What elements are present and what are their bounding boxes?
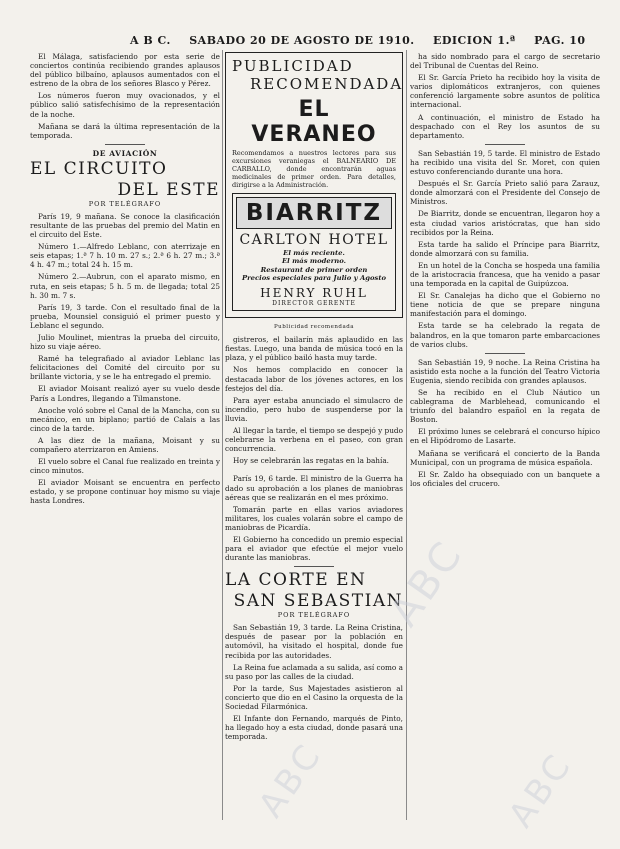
paper-name: A B C.	[130, 34, 171, 47]
paragraph: Esta tarde ha salido el Príncipe para Biarritz, donde almorzará con su familia.	[410, 239, 600, 258]
paragraph: El Infante don Fernando, marqués de Pinto, ha llegado hoy a esta ciudad, donde pasará una temporada.	[225, 714, 403, 742]
ad-title-cont: RECOMENDADA	[250, 75, 403, 93]
column-middle	[225, 52, 403, 822]
byline: POR TELÉGRAFO	[277, 611, 351, 620]
ad-hotel-name: CARLTON HOTEL	[239, 232, 389, 248]
paragraph: La Reina fue aclamada a su salida, así como a su paso por las calles de la ciudad.	[225, 662, 403, 681]
running-head	[130, 34, 600, 47]
byline: POR TELÉGRAFO	[88, 199, 162, 208]
paragraph: A continuación, el ministro de Estado ha despachado con el Rey los asuntos de su departamento.	[410, 112, 600, 140]
watermark: ABC	[381, 531, 473, 635]
ad-line: Restaurant de primer orden	[260, 265, 368, 274]
paragraph: Julio Moulinet, mientras la prueba del circuito, hizo su viaje aéreo.	[30, 332, 220, 352]
paragraph: Mañana se verificará el concierto de la Banda Municipal, con un programa de música española.	[410, 448, 600, 467]
ad-line: El más moderno.	[281, 257, 347, 266]
paragraph: El Sr. García Prieto ha recibido hoy la visita de varios diplomáticos extranjeros, con quienes conferenció largamente sobre asuntos de política internacional.	[410, 73, 600, 110]
watermark: ABC	[501, 745, 581, 835]
column-right	[410, 52, 600, 822]
paragraph: Se ha recibido en el Club Náutico un cablegrama de Marblehead, comunicando el triunfo del balandro español en la regata de Boston.	[410, 388, 600, 425]
paragraph: gistreros, el bailarín más aplaudido en las fiestas. Luego, una banda de música tocó en la plaza, y el público bailó hasta muy tarde.	[225, 335, 403, 363]
ad-veraneo-title: EL VERANEO	[251, 97, 377, 147]
ad-line: El más reciente.	[283, 249, 345, 257]
paragraph: Los números fueron muy ovacionados, y el público salió satisfechísimo de la representación de la noche.	[30, 91, 220, 119]
edition-label: EDICION 1.ª	[432, 34, 516, 47]
column-left	[30, 52, 220, 822]
ad-text: Recomendamos a nuestros lectores para sus excursiones veraniegas el BALNEARIO DE CARBALLO, donde encontrarán aguas medicinales de primer orden. Para detalles, dirigirse a la Administración.	[232, 149, 396, 189]
paragraph: Mañana se dará la última representación de la temporada.	[30, 121, 220, 140]
article-headline-cont: SAN SEBASTIAN	[233, 591, 403, 612]
paragraph: Por la tarde, Sus Majestades asistieron al concierto que dio en el Casino la orquesta de la Sociedad Filarmónica.	[225, 683, 403, 711]
advertisement	[225, 52, 403, 318]
paragraph: París 19, 3 tarde. Con el resultado final de la prueba, Mounsiel consiguió el primer puesto y Leblanc el segundo.	[30, 302, 220, 330]
paragraph: ha sido nombrado para el cargo de secretario del Tribunal de Cuentas del Reino.	[410, 52, 600, 71]
paragraph: El vuelo sobre el Canal fue realizado en treinta y cinco minutos.	[30, 457, 220, 476]
ad-biarritz: BIARRITZ	[236, 197, 392, 229]
paragraph: Esta tarde se ha celebrado la regata de balandros, en la que tomaron parte embarcaciones de varios clubs.	[410, 321, 600, 349]
divider	[105, 144, 145, 145]
paragraph: Tomarán parte en ellas varios aviadores militares, los cuales volarán sobre el campo de maniobras de Picardía.	[225, 504, 403, 532]
paragraph: París 19, 9 mañana. Se conoce la clasificación resultante de las pruebas del premio del Matin en el circuito del Este.	[30, 211, 220, 240]
paragraph: San Sebastián 19, 3 tarde. La Reina Cristina, después de pasear por la población en automóvil, ha visitado el hospital, donde fue recibida por las autoridades.	[225, 623, 403, 660]
paragraph: Después el Sr. García Prieto salió para Zarauz, donde almorzará con el Presidente del Consejo de Ministros.	[410, 179, 600, 207]
paragraph: El aviador Moisant realizó ayer su vuelo desde París a Londres, llegando a Tilmanstone.	[30, 384, 220, 403]
paragraph: San Sebastián 19, 9 noche. La Reina Cristina ha asistido esta noche a la función del Teatro Victoria Eugenia, siendo recibida con grandes aplausos.	[410, 357, 600, 385]
ad-manager: HENRY RUHL	[260, 286, 368, 301]
column-rule	[222, 50, 223, 820]
paragraph: El aviador Moisant se encuentra en perfecto estado, y se propone continuar hoy mismo su viaje hasta Londres.	[30, 478, 220, 506]
paragraph: A las diez de la mañana, Moisant y su compañero aterrizaron en Amiens.	[30, 435, 220, 454]
paragraph: El Sr. Zaldo ha obsequiado con un banquete a los oficiales del crucero.	[410, 469, 600, 488]
page-number: PAG. 10	[534, 34, 586, 47]
paragraph: Al llegar la tarde, el tiempo se despejó y pudo celebrarse la verbena en el paseo, con gran concurrencia.	[225, 426, 403, 454]
article-headline-cont: DEL ESTE	[117, 179, 220, 200]
paragraph: Ramé ha telegrafiado al aviador Leblanc las felicitaciones del Comité del circuito por su brillante victoria, y se le ha entregado el premio.	[30, 354, 220, 382]
article-headline: LA CORTE EN	[225, 570, 367, 591]
ad-title: PUBLICIDAD	[232, 57, 354, 75]
paragraph: El próximo lunes se celebrará el concurso hípico en el Hipódromo de Lasarte.	[410, 427, 600, 446]
ad-manager-title: DIRECTOR GERENTE	[272, 300, 356, 308]
divider	[485, 144, 525, 145]
paragraph: San Sebastián 19, 5 tarde. El ministro de Estado ha recibido una visita del Sr. Moret, con quien estuvo conferenciando durante una hora.	[410, 148, 600, 177]
paragraph: En un hotel de la Concha se hospeda una familia de la aristocracia francesa, que ha venido a pasar una temporada en la capital de Guipúzcoa.	[410, 260, 600, 289]
paragraph: Nos hemos complacido en conocer la destacada labor de los jóvenes actores, en los festejos del día.	[225, 365, 403, 393]
watermark: ABC	[251, 735, 331, 825]
paragraph: El Gobierno ha concedido un premio especial para el aviador que efectúe el mejor vuelo durante las maniobras.	[225, 534, 403, 563]
ad-footer: Publicidad recomendada	[273, 324, 355, 331]
article-headline: EL CIRCUITO	[30, 158, 168, 179]
hotel-ad	[232, 193, 396, 311]
paragraph: Anoche voló sobre el Canal de la Mancha, con su mecánico, en un biplano; partió de Calais a las cinco de la tarde.	[30, 405, 220, 433]
paragraph: París 19, 6 tarde. El ministro de la Guerra ha dado su aprobación a los planes de maniobras aéreas que se realizarán en el mes próximo.	[225, 474, 403, 502]
column-rule	[406, 50, 407, 820]
paragraph: El Sr. Canalejas ha dicho que el Gobierno no tiene noticia de que se prepare ninguna manifestación para el domingo.	[410, 291, 600, 319]
divider	[485, 353, 525, 354]
paragraph: Número 1.—Alfredo Leblanc, con aterrizaje en seis etapas; 1.ª 7 h. 10 m. 27 s.; 2.ª 6 h. 27 m.; 3.ª 4 h. 47 m.; total 24 h. 15 m.	[30, 242, 220, 270]
divider	[294, 566, 334, 567]
paragraph: Para ayer estaba anunciado el simulacro de incendio, pero hubo de suspenderse por la lluvia.	[225, 395, 403, 423]
paragraph: El Málaga, satisfaciendo por esta serie de conciertos continúa recibiendo grandes aplausos del público bilbaíno, aplausos aumentados con el estreno de la obra de los señores Blasco y Pérez.	[30, 52, 220, 89]
section-label: DE AVIACIÓN	[92, 148, 158, 158]
paragraph: De Biarritz, donde se encuentran, llegaron hoy a esta ciudad varios aristócratas, que han sido recibidos por la Reina.	[410, 209, 600, 237]
paragraph: Número 2.—Aubrun, con el aparato mismo, en ruta, en seis etapas; 5 h. 5 m. de llegada; total 25 h. 30 m. 7 s.	[30, 272, 220, 300]
divider	[294, 469, 334, 470]
paragraph: Hoy se celebrarán las regatas en la bahía.	[233, 456, 389, 466]
issue-date: SABADO 20 DE AGOSTO DE 1910.	[189, 34, 415, 47]
ad-line: Precios especiales para Julio y Agosto	[241, 273, 387, 282]
